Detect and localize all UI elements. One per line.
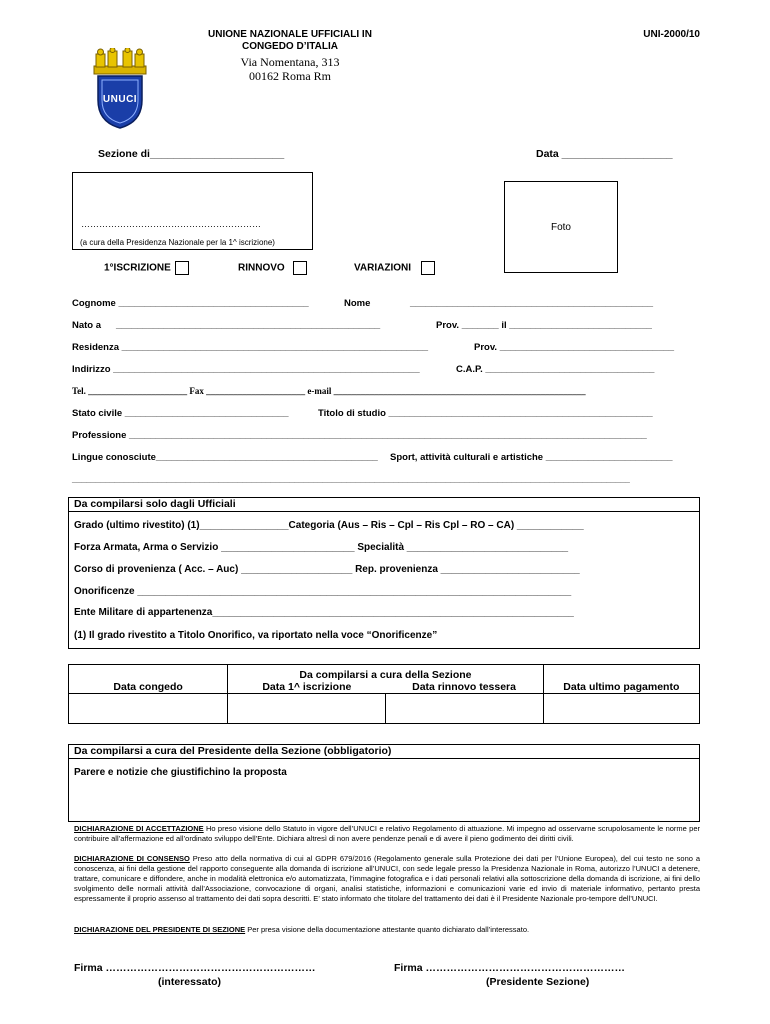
ente-field[interactable]: Ente Militare di appartenenza_________________________________________________________________ (74, 607, 574, 618)
unuci-crest-logo (88, 48, 152, 130)
sezione-field[interactable]: Sezione di_______________________ (98, 148, 285, 160)
firma-presidente[interactable]: Firma ………………………………………………… (394, 962, 626, 974)
cap-field[interactable]: C.A.P. ________________________________ (456, 364, 655, 375)
variazioni-checkbox[interactable] (421, 261, 435, 275)
declaration-presidente (74, 925, 700, 935)
indirizzo-field[interactable]: Indirizzo __________________________________________________________ (72, 364, 420, 375)
data-field[interactable]: Data ___________________ (536, 148, 673, 160)
nato-label: Nato a (72, 320, 102, 331)
org-line-1: UNIONE NAZIONALE UFFICIALI IN (208, 29, 372, 40)
rinnovo-checkbox[interactable] (293, 261, 307, 275)
residenza-field[interactable]: Residenza __________________________________________________________ (72, 342, 429, 353)
accettazione-text: Ho preso visione dello Statuto in vigore dell’UNUCI e relativo Regolamento di attuazione. Mi impegno ad osservarne scrupolosamente le norme per contribuire all’affermazione ed all’ordinato sviluppo dell’Ente. Dichiara altresì di non avere pendenze penali e di avere il pieno godimento dei diritti civili. (74, 824, 700, 843)
col-data-rinnovo-label: Data rinnovo tessera (412, 681, 516, 693)
rinnovo-option[interactable] (238, 261, 307, 275)
presidente-text: Per presa visione della documentazione attestante quanto dichiarato dall’interessato. (245, 925, 530, 934)
address-line-1: Via Nomentana, 313 (240, 55, 340, 69)
sport-field[interactable]: Sport, attività culturali e artistiche ________________________ (390, 452, 673, 463)
nome-label: Nome (344, 298, 371, 309)
data-rinnovo-cell[interactable] (386, 694, 543, 724)
presidente-heading: DICHIARAZIONE DEL PRESIDENTE DI SEZIONE (74, 925, 246, 934)
lingue-field[interactable]: Lingue conosciute__________________________________________ (72, 452, 378, 463)
sezione-table-title: Da compilarsi a cura della Sezione (299, 669, 472, 681)
professione-field[interactable]: Professione __________________________________________________________________________________________________ (72, 430, 647, 441)
registration-note: (a cura della Presidenza Nazionale per la 1^ iscrizione) (80, 238, 275, 247)
onorificenze-field[interactable]: Onorificenze ______________________________________________________________________________ (74, 586, 572, 597)
variazioni-label: VARIAZIONI (354, 262, 412, 274)
firma-interessato-label: (interessato) (158, 976, 222, 988)
corso-field[interactable]: Corso di provenienza ( Acc. – Auc) ____________________ Rep. provenienza _________________________ (74, 564, 580, 575)
sezione-table (68, 664, 700, 724)
iscrizione-checkbox[interactable] (175, 261, 189, 275)
titolo-studio-field[interactable]: Titolo di studio __________________________________________________ (318, 408, 653, 419)
prov-il-field[interactable]: Prov. _______ il ___________________________ (436, 320, 652, 331)
col-data-pagamento (543, 665, 699, 694)
rinnovo-label: RINNOVO (238, 262, 285, 274)
iscrizione-label: 1°ISCRIZIONE (104, 262, 171, 274)
organization-address (150, 55, 430, 83)
forza-armata-field[interactable]: Forza Armata, Arma o Servizio ________________________ Specialità _____________________________ (74, 542, 569, 553)
col-data-congedo-label: Data congedo (113, 681, 183, 693)
variazioni-option[interactable] (354, 261, 435, 275)
presidente-title: Da compilarsi a cura del Presidente della Sezione (obbligatorio) (74, 745, 392, 757)
org-line-2: CONGEDO D’ITALIA (242, 41, 338, 52)
residenza-prov-field[interactable]: Prov. _________________________________ (474, 342, 675, 353)
parere-field[interactable]: Parere e notizie che giustifichino la proposta (74, 767, 287, 778)
organization-name (150, 29, 430, 53)
col-data-pagamento-label: Data ultimo pagamento (563, 681, 680, 693)
tel-fax-email-field[interactable]: Tel. ______________________ Fax ______________________ e-mail ________________________________________________________ (72, 386, 586, 396)
col-data-iscrizione-label: Data 1^ iscrizione (262, 681, 352, 693)
grado-note: (1) Il grado rivestito a Titolo Onorifico, va riportato nella voce “Onorificenze” (74, 630, 438, 641)
declaration-accettazione (74, 824, 700, 844)
ufficiali-title: Da compilarsi solo dagli Ufficiali (74, 498, 236, 510)
extra-line-field[interactable]: ______________________________________________________________________________________________________________________ (72, 474, 630, 484)
form-code: UNI-2000/10 (643, 29, 700, 40)
logo-lettering: UNUCI (102, 94, 138, 105)
cognome-field[interactable]: Cognome ____________________________________ (72, 298, 309, 309)
registration-dots: …………………………………………………… (81, 219, 261, 229)
photo-box (504, 181, 618, 273)
address-line-2: 00162 Roma Rm (248, 69, 331, 83)
photo-label: Foto (550, 222, 571, 233)
consenso-text: Preso atto della normativa di cui al GDPR 679/2016 (Regolamento generale sulla Protezione dei dati per l’Unione Europea), del cui testo ne sono a conoscenza, ai fini della gestione del rapporto conseguente alla domanda di iscrizione all’UNUCI, con sede legale presso la Presidenza Nazionale in Roma, autorizzo l’UNUCI a detenere, trattare, comunicare e diffondere, anche in modalità elettronica e/o automatizzata, l’immagine fotografica e i dati personali relativi alla sottoscrizione della domanda di iscrizione, ai fini dello svolgimento delle normali attività dall’Associazione, convocazione di organi, analisi statistiche, informazioni e comunicazioni varie ed invio di materiale informativo, pertanto presta espressamente il proprio assenso al trattamento dei dati sopra descritti. E’ stato informato che titolare del trattamento dei dati è il Presidente Nazionale pro-tempore dell’UNUCI. (74, 854, 700, 903)
data-iscrizione-cell[interactable] (228, 694, 386, 724)
iscrizione-option[interactable] (104, 261, 189, 275)
nome-field[interactable]: ______________________________________________ (410, 298, 654, 309)
data-pagamento-cell[interactable] (543, 694, 699, 724)
grado-field[interactable]: Grado (ultimo rivestito) (1)________________Categoria (Aus – Ris – Cpl – Ris Cpl – RO – CA) ____________ (74, 520, 584, 531)
col-data-congedo (69, 665, 228, 694)
consenso-heading: DICHIARAZIONE DI CONSENSO (74, 854, 190, 863)
firma-interessato[interactable]: Firma …………………………………………………… (74, 962, 316, 974)
accettazione-heading: DICHIARAZIONE DI ACCETTAZIONE (74, 824, 204, 833)
sezione-table-header (228, 665, 543, 694)
declaration-consenso (74, 854, 700, 904)
nato-field[interactable]: __________________________________________________ (116, 320, 381, 331)
data-congedo-cell[interactable] (69, 694, 228, 724)
stato-civile-field[interactable]: Stato civile _______________________________ (72, 408, 289, 419)
firma-presidente-label: (Presidente Sezione) (486, 976, 590, 988)
